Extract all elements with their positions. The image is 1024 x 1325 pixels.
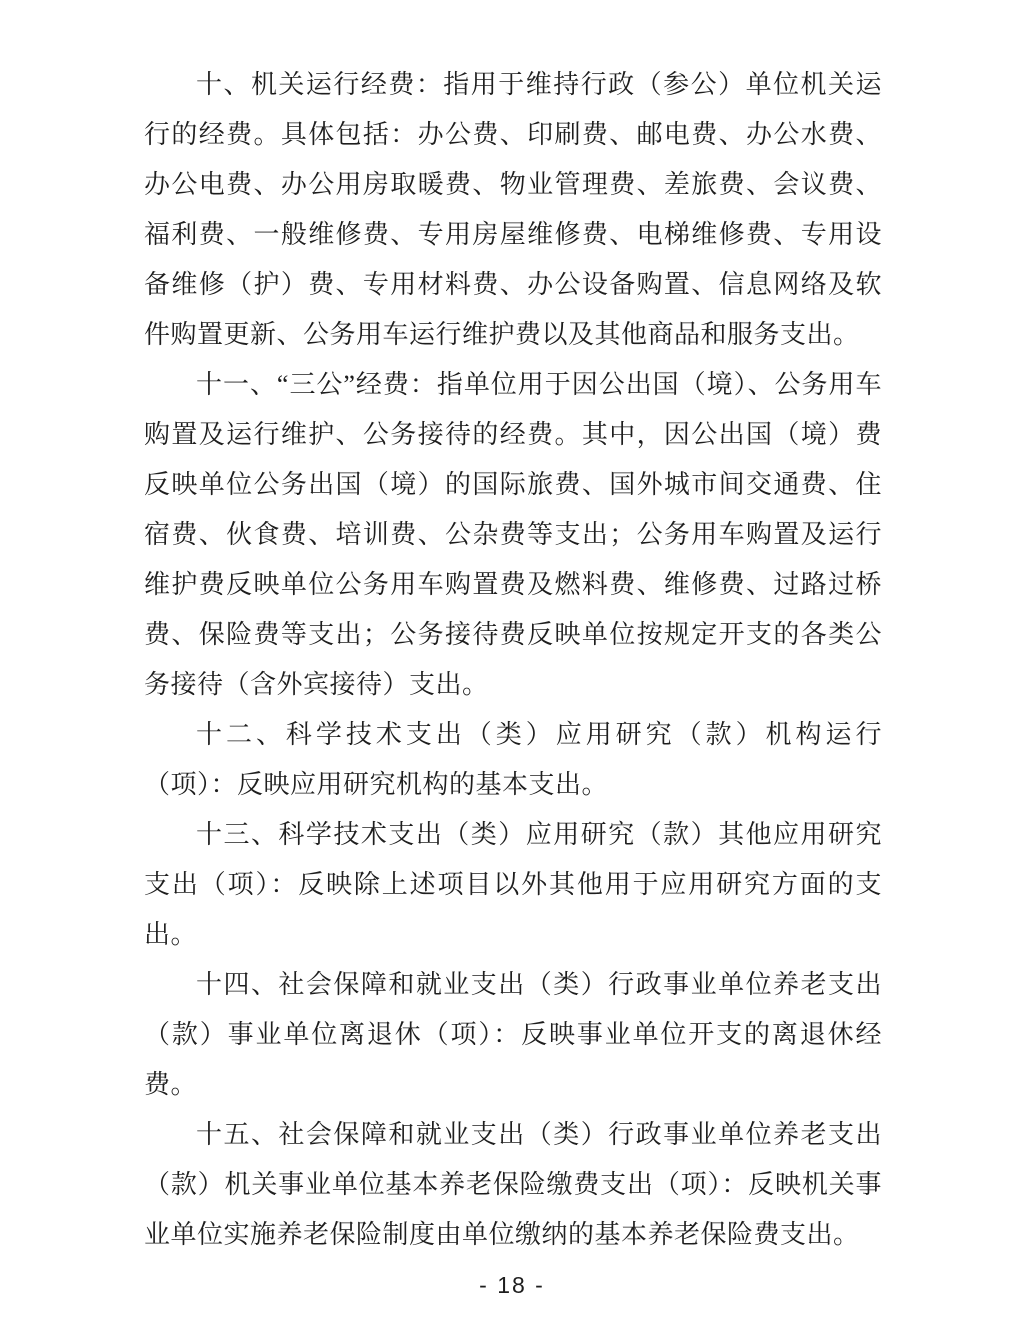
paragraph-item-15: 十五、社会保障和就业支出（类）行政事业单位养老支出（款）机关事业单位基本养老保险缴费支出（项）：反映机关事业单位实施养老保险制度由单位缴纳的基本养老保险费支出。: [144, 1120, 882, 1249]
page-number: - 18 -: [479, 1272, 545, 1298]
paragraph-item-12: 十二、科学技术支出（类）应用研究（款）机构运行（项）：反映应用研究机构的基本支出。: [144, 720, 882, 799]
paragraph-item-10: 十、机关运行经费：指用于维持行政（参公）单位机关运行的经费。具体包括：办公费、印刷费、邮电费、办公水费、办公电费、办公用房取暖费、物业管理费、差旅费、会议费、福利费、一般维修费、专用房屋维修费、电梯维修费、专用设备维修（护）费、专用材料费、办公设备购置、信息网络及软件购置更新、公务用车运行维护费以及其他商品和服务支出。: [144, 70, 882, 349]
document-body: [144, 60, 882, 1260]
paragraph-item-13: 十三、科学技术支出（类）应用研究（款）其他应用研究支出（项）：反映除上述项目以外其他用于应用研究方面的支出。: [144, 820, 882, 949]
paragraph-item-14: 十四、社会保障和就业支出（类）行政事业单位养老支出（款）事业单位离退休（项）：反映事业单位开支的离退休经费。: [144, 970, 882, 1099]
page-footer: [0, 1272, 1024, 1299]
paragraph-item-11: 十一、“三公”经费：指单位用于因公出国（境）、公务用车购置及运行维护、公务接待的经费。其中，因公出国（境）费反映单位公务出国（境）的国际旅费、国外城市间交通费、住宿费、伙食费、培训费、公杂费等支出；公务用车购置及运行维护费反映单位公务用车购置费及燃料费、维修费、过路过桥费、保险费等支出；公务接待费反映单位按规定开支的各类公务接待（含外宾接待）支出。: [144, 370, 882, 699]
